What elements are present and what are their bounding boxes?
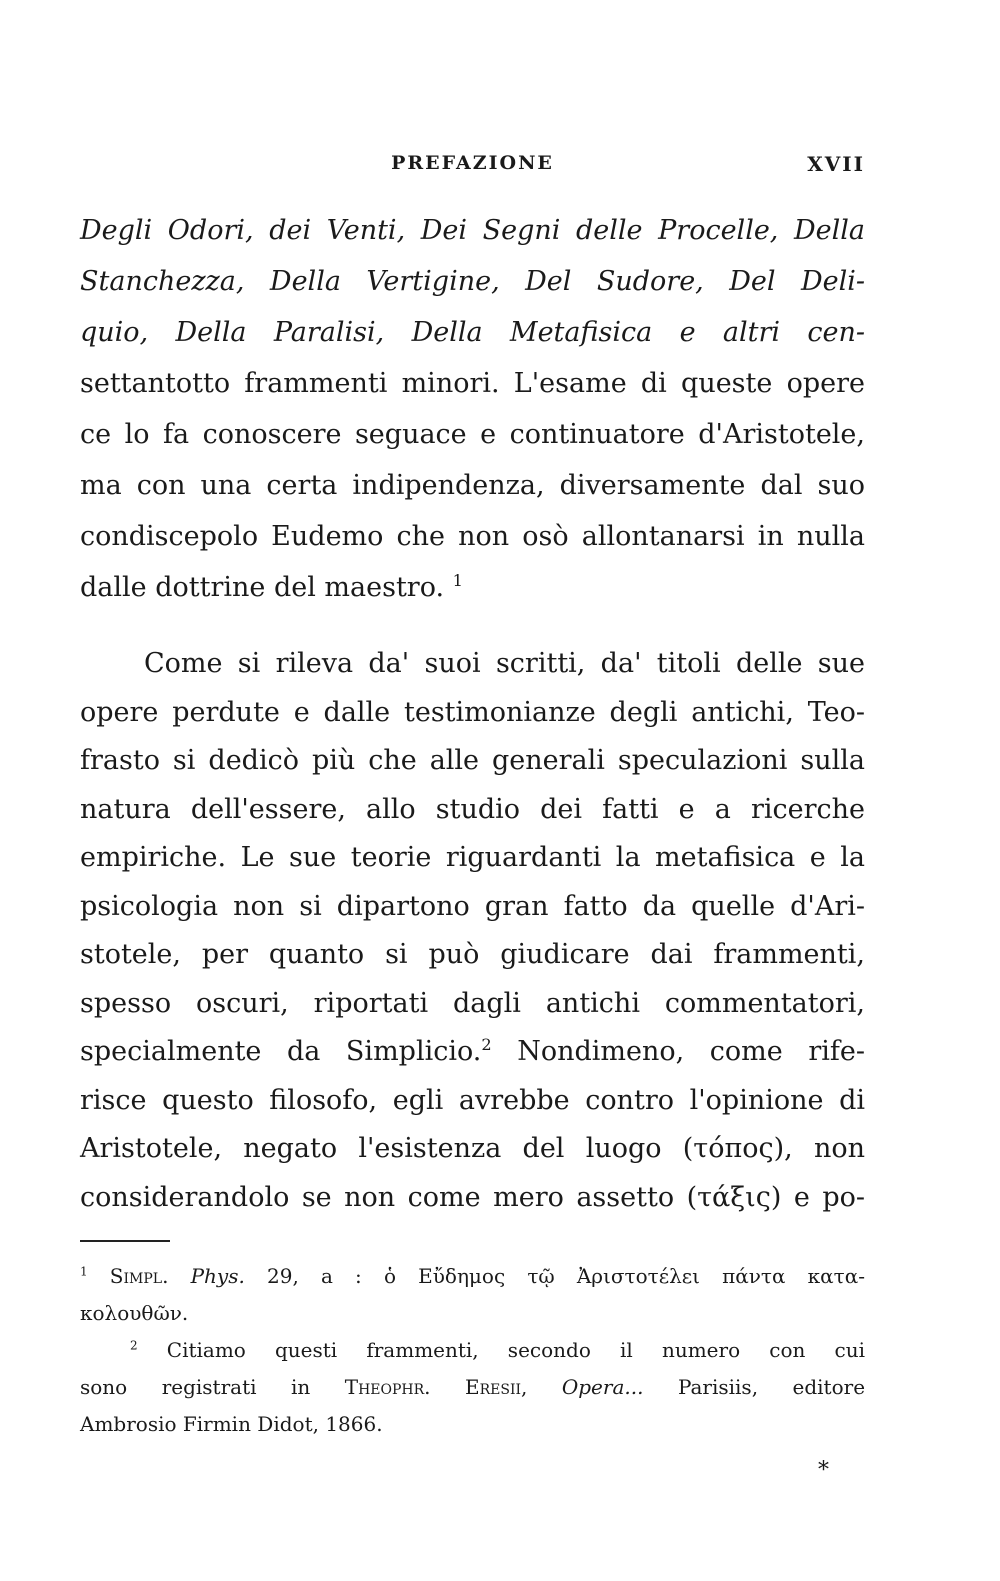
text-line: natura dell'essere, allo studio dei fatti e a ricerche — [80, 793, 865, 825]
text-line: ce lo fa conoscere seguace e continuatore d'Aristotele, — [80, 419, 865, 450]
footnote-reference: 1 — [452, 571, 463, 590]
text-line — [80, 1028, 865, 1077]
text-line — [80, 307, 865, 358]
footnote-work: Phys. — [190, 1264, 245, 1288]
footnote-2 — [80, 1332, 865, 1369]
text-line-content: dalle dottrine del maestro. — [80, 572, 445, 603]
footnote-2-line-2 — [80, 1369, 865, 1406]
footnote-author: Theophr. Eresii, — [344, 1375, 528, 1399]
footnote-1 — [80, 1258, 865, 1295]
footnote-divider — [80, 1240, 170, 1242]
text-line: frasto si dedicò più che alle generali speculazioni sulla — [80, 745, 865, 776]
text-line-content: Nondimeno, come rife- — [517, 1036, 865, 1067]
text-line: risce questo filosofo, egli avrebbe contro l'opinione di — [80, 1084, 865, 1116]
footnotes — [80, 1258, 865, 1443]
text-line — [80, 562, 865, 613]
text-line: settantotto frammenti minori. L'esame di queste opere — [80, 368, 865, 399]
footnote-text: sono registrati in — [80, 1375, 311, 1399]
text-line: considerandolo se non come mero assetto (τάξις) e po- — [80, 1181, 865, 1213]
text-line: empiriche. Le sue teorie riguardanti la metafisica e la — [80, 842, 865, 873]
footnote-1-continuation: κολουθῶν. — [80, 1301, 189, 1325]
footnote-marker: 1 — [80, 1264, 88, 1279]
footnote-text: Citiamo questi frammenti, secondo il numero con cui — [166, 1338, 865, 1362]
text-line: psicologia non si dipartono gran fatto da quelle d'Ari- — [80, 890, 865, 922]
text-line: Degli Odori, dei Venti, Dei Segni delle Procelle, Della — [80, 215, 865, 246]
page-header — [80, 152, 865, 182]
text-line-content: specialmente da Simplicio. — [80, 1036, 482, 1067]
paragraph-1 — [80, 205, 865, 613]
footnote-greek: ὁ Εὔδημος τῷ Ἀριστοτέλει πάντα κατα- — [383, 1264, 865, 1288]
running-head: PREFAZIONE — [391, 152, 554, 174]
paragraph-2 — [80, 640, 865, 1222]
footnote-ref: 29, a : — [267, 1264, 362, 1288]
text-line: condiscepolo Eudemo che non osò allontanarsi in nulla — [80, 521, 865, 552]
footnote-source: Simpl. — [109, 1264, 169, 1288]
footnote-marker: 2 — [130, 1338, 138, 1353]
footnote-text: Parisiis, editore — [677, 1375, 866, 1399]
text-line: spesso oscuri, riportati dagli antichi commentatori, — [80, 987, 865, 1019]
text-line: Come si rileva da' suoi scritti, da' titoli delle sue — [144, 648, 865, 679]
footnote-reference: 2 — [481, 1035, 492, 1054]
page-number: XVII — [807, 152, 865, 176]
signature-mark: * — [818, 1458, 829, 1483]
text-line: Stanchezza, Della Vertigine, Del Sudore, Del Deli- — [80, 266, 865, 297]
footnote-work: Opera... — [561, 1375, 644, 1399]
text-line: Aristotele, negato l'esistenza del luogo (τόπος), non — [80, 1133, 865, 1164]
text-line: ma con una certa indipendenza, diversamente dal suo — [80, 470, 865, 501]
text-line: opere perdute e dalle testimonianze degli antichi, Teo- — [80, 696, 865, 728]
footnote-2-line-3: Ambrosio Firmin Didot, 1866. — [80, 1412, 383, 1436]
text-line: stotele, per quanto si può giudicare dai frammenti, — [80, 939, 865, 970]
text-line-content: quio, Della Paralisi, Della Metafisica e altri cen- — [80, 317, 865, 348]
